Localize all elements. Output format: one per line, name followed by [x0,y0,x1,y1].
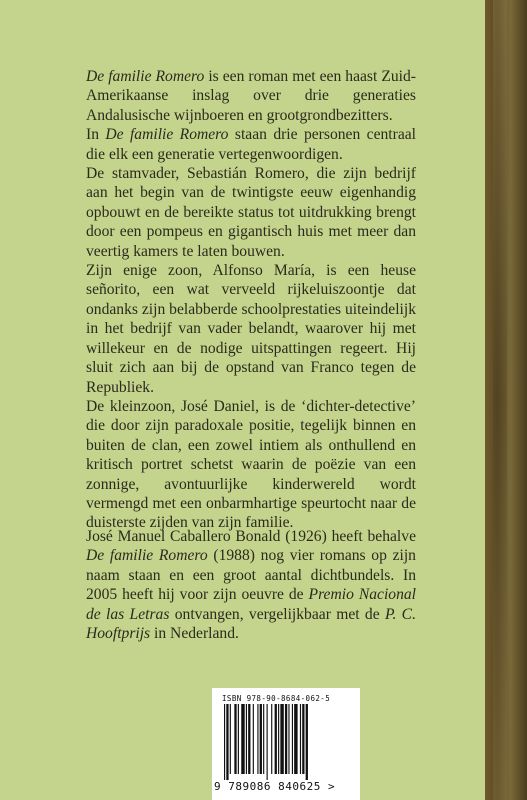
barcode-bar [306,704,308,780]
isbn-label: ISBN 978-90-8684-062-5 [222,694,331,703]
barcode-bar [300,704,301,774]
barcode-bar [285,704,287,774]
barcode-bar [292,704,293,774]
barcode-bar [278,704,279,774]
blurb-paragraph-1: De familie Romero is een roman met een haast Zuid-Amerikaanse inslag over drie generaties Andalusische wijnboeren en grootgrondbezitters. [86,68,416,124]
barcode-box [212,688,360,800]
barcode-bar [288,704,289,774]
book-title: De familie Romero [105,126,229,144]
barcode-bar [248,704,250,774]
barcode-bar [257,704,258,774]
blurb-paragraph-5: De kleinzoon, José Daniel, is de ‘dichter-detective’ die door zijn paradoxale positie, tegelijk binnen en buiten de clan, een zowel intiem als onthullend en kritisch portret schetst waarin de poëzie van een zonnige, avontuurlijke kinderwereld wordt vermengd met een onbarmhartige speurtocht naar de duisterste zijden van zijn familie. [86,397,416,532]
barcode-bar [260,704,262,774]
blurb-paragraph-3: De stamvader, Sebastián Romero, die zijn bedrijf aan het begin van de twintigste eeuw eigenhandig opbouwt en de bereikte status tot uitdrukking brengt door een pompeus en gigantisch huis met meer dan veertig kamers te laten bouwen. [86,165,416,260]
book-title: De familie Romero [86,547,208,565]
prize-name: Premio Nacional de las Letras [86,586,416,623]
barcode-bar [253,704,254,774]
barcode-bar [280,704,283,774]
barcode-bar [230,704,231,774]
barcode-digits: 9 789086 840625 > [214,780,336,793]
barcode-bar [267,704,268,780]
barcode-icon [224,704,348,780]
barcode-bar [234,704,236,774]
barcode-bar [241,704,244,774]
blurb-text [86,67,416,533]
barcode-bar [226,704,228,780]
barcode-bar [294,704,297,774]
barcode-bar [246,704,247,774]
author-paragraph: José Manuel Caballero Bonald (1926) heeft behalve De familie Romero (1988) nog vier romans op zijn naam staan en een groot aantal dichtbundels. In 2005 heeft hij voor zijn oeuvre de Premio Nacional de las Letras ontvangen, vergelijkbaar met de P. C. Hooftprijs in Nederland. [86,528,416,643]
blurb-paragraph-2: In De familie Romero staan drie personen centraal die elk een generatie vertegenwoordigen. [86,126,416,163]
cover-photo-edge [485,0,527,800]
barcode-bar [263,704,264,774]
barcode-bar [275,704,277,774]
barcode-bar [302,704,304,774]
blurb-paragraph-4: Zijn enige zoon, Alfonso María, is een heuse señorito, een wat verveeld rijkeluiszoontje dat ondanks zijn belabberde schoolprestaties uiteindelijk in het bedrijf van vader belandt, waarover hij met willekeur en de nodige uitspattingen regeert. Hij sluit zich aan bij de opstand van Franco tegen de Republiek. [86,262,416,396]
author-bio [86,527,416,643]
prize-name: P. C. Hooftprijs [86,605,416,643]
barcode-bar [238,704,239,774]
barcode-bar [224,704,225,780]
book-title: De familie Romero [86,68,205,85]
barcode-bar [271,704,272,774]
